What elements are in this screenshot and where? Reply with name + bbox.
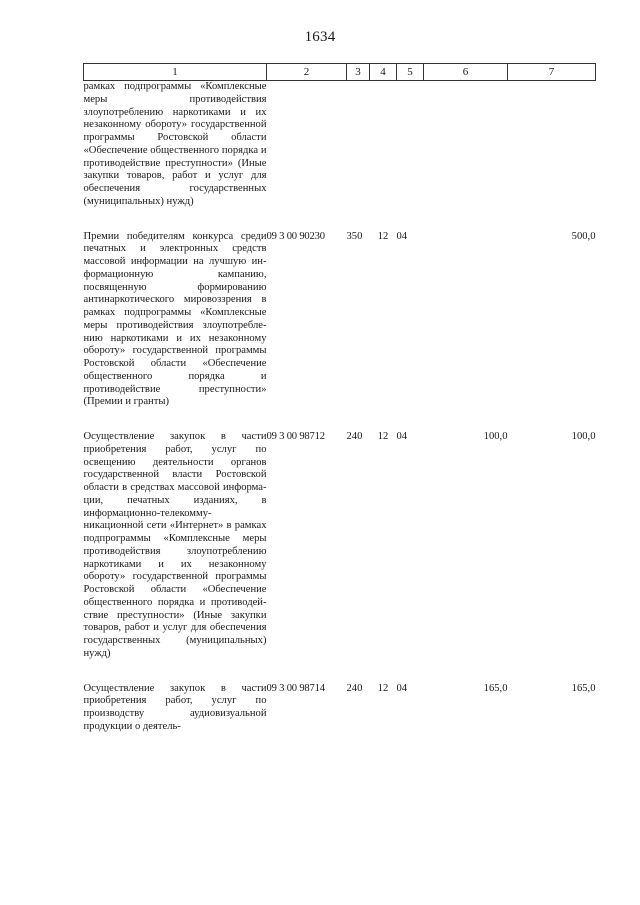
row-amount-year-2: 500,0 [571, 230, 596, 242]
row-expense-type: 240 [346, 682, 363, 694]
row-target-code [267, 81, 347, 209]
row-expense-type: 350 [346, 230, 363, 242]
column-header-4: 4 [370, 64, 397, 81]
column-header-7: 7 [508, 64, 596, 81]
row-description: Осуществление закупок в части приобретения работ, услуг по освещению деятельности органов государственной власти Ростовской области в средствах массовой информации, печатных изданиях, в информационно-телекоммуникационной сети «Интернет» в рамках подпрограммы «Комплексные меры противодействия злоупотреблению наркотиками и их незаконному обороту» государственной программы Ростовской области «Обеспечение общественного порядка и противодействие преступности» (Иные закупки товаров, работ и услуг для обеспечения государственных (муниципальных) нужд) [83, 431, 267, 659]
row-section: 12 [377, 230, 389, 242]
row-spacer [84, 661, 596, 683]
column-header-2: 2 [267, 64, 347, 81]
row-section [370, 81, 397, 209]
row-subsection [397, 81, 424, 209]
row-target-code: 09 3 00 98714 [266, 682, 325, 694]
row-amount-year-1: 165,0 [483, 682, 508, 694]
row-amount-year-2: 100,0 [571, 431, 596, 442]
row-description: Осуществление закупок в части приобретения работ, услуг по производству аудиовизуальной продукции о деятель- [83, 682, 267, 732]
row-section: 12 [377, 431, 389, 442]
table-row [84, 431, 596, 661]
budget-table [83, 63, 596, 734]
row-subsection: 04 [396, 682, 408, 694]
row-amount-year-2 [508, 81, 596, 209]
row-description: Премии победителям конкурса среди печатных и электронных средств массовой информации на лучшую информационную кампанию, посвященную формированию антинаркотического мировоззрения в рамках подпрограммы «Комплексные меры противодействия злоупотреблению наркотиками и их незаконному обороту» государственной программы Ростовской области «Обеспечение общественного порядка и противодействие преступности» (Премии и гранты) [83, 230, 267, 408]
row-spacer [84, 209, 596, 231]
row-amount-year-2: 165,0 [571, 682, 596, 694]
page-number: 1634 [304, 29, 336, 45]
row-spacer [84, 409, 596, 431]
row-subsection: 04 [396, 230, 408, 242]
column-header-3: 3 [347, 64, 370, 81]
row-expense-type [347, 81, 370, 209]
row-section: 12 [377, 682, 389, 694]
row-description: рамках подпрограммы «Комплексные меры противодействия злоупотреблению наркотиками и их незаконному обороту» государственной программы Ростовской области «Обеспечение общественного порядка и противодействие преступности» (Иные закупки товаров, работ и услуг для обеспечения государственных (муниципальных) нужд) [83, 81, 267, 207]
row-subsection: 04 [396, 431, 408, 442]
row-amount-year-1 [424, 231, 508, 410]
row-amount-year-1 [424, 81, 508, 209]
column-header-6: 6 [424, 64, 508, 81]
table-row [84, 231, 596, 410]
column-header-1: 1 [84, 64, 267, 81]
row-expense-type: 240 [346, 431, 363, 442]
table-row [84, 683, 596, 734]
row-amount-year-1: 100,0 [483, 431, 508, 442]
row-target-code: 09 3 00 98712 [266, 431, 325, 442]
column-header-5: 5 [397, 64, 424, 81]
row-target-code: 09 3 00 90230 [266, 230, 325, 242]
table-header-row [84, 64, 596, 81]
table-row [84, 81, 596, 209]
